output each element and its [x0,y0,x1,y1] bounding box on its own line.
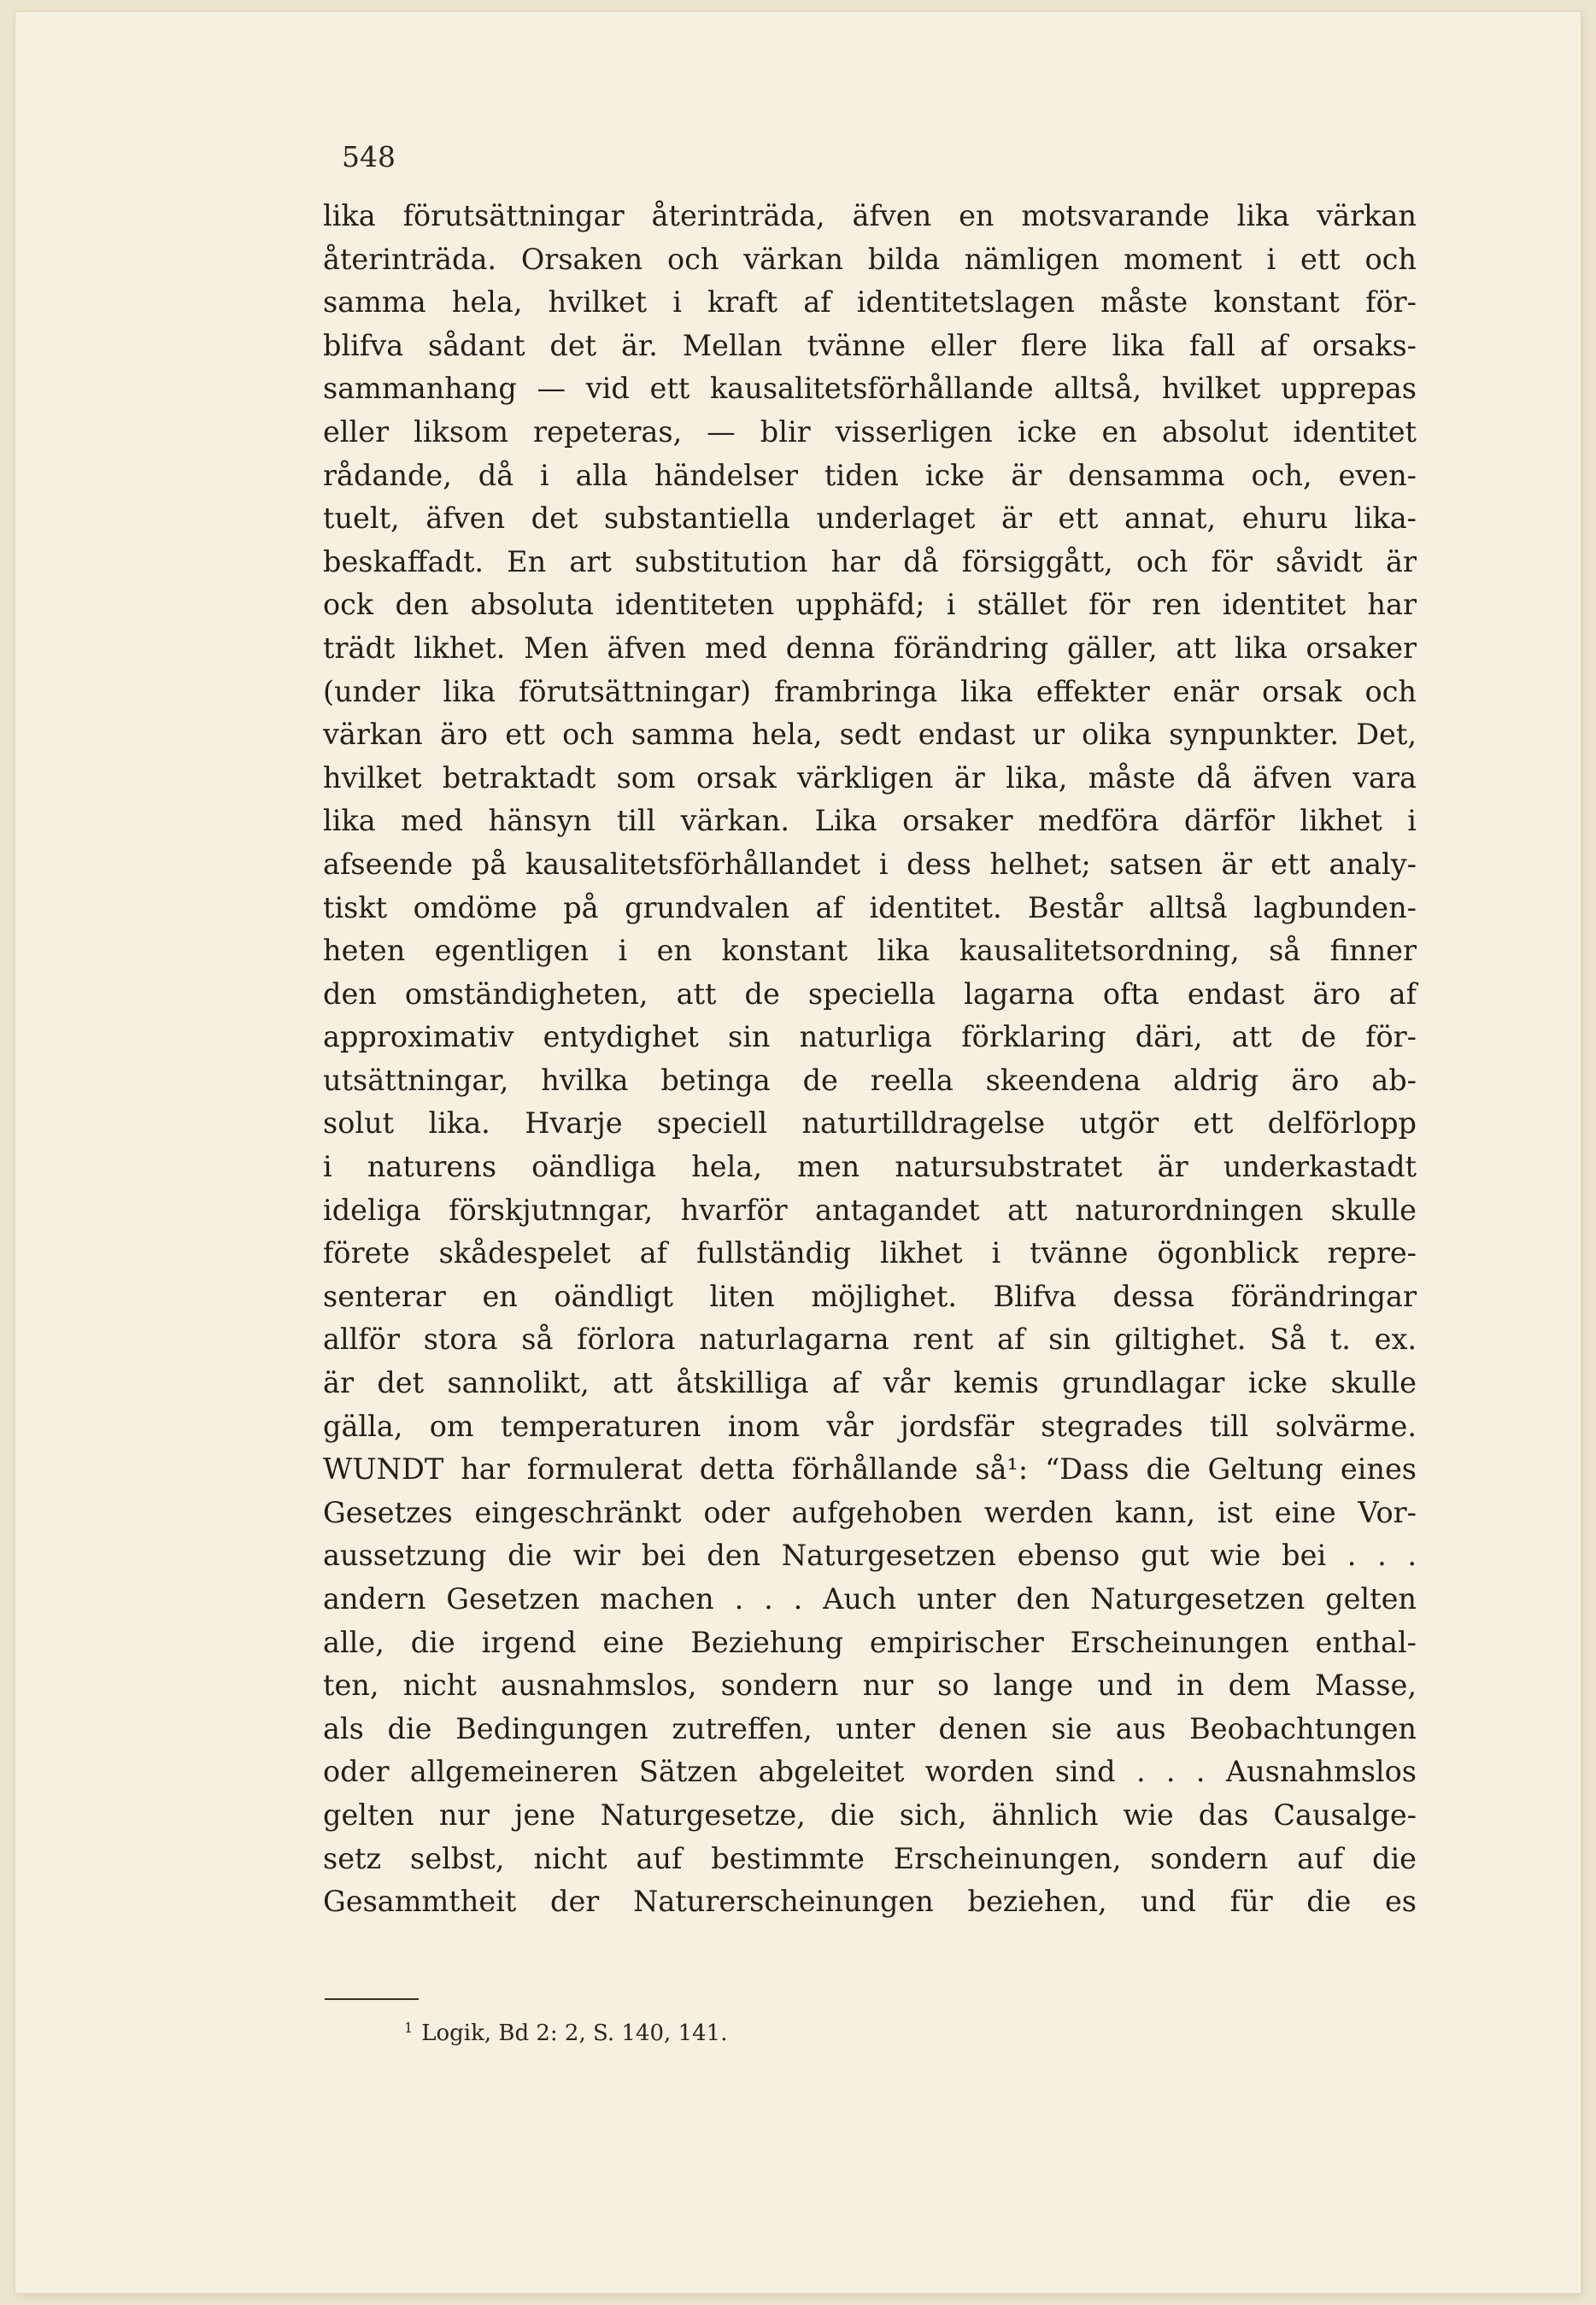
text-line: beskaffadt. En art substitution har då försiggått, och för såvidt är [323,544,1417,578]
text-line: trädt likhet. Men äfven med denna förändring gäller, att lika orsaker [323,631,1417,665]
text-line: solut lika. Hvarje speciell naturtilldragelse utgör ett delförlopp [323,1106,1417,1141]
text-line: eller liksom repeteras, — blir visserligen icke en absolut identitet [323,414,1417,449]
text-line: är det sannolikt, att åtskilliga af vår kemis grundlagar icke skulle [323,1366,1417,1400]
text-line: utsättningar, hvilka betinga de reella skeendena aldrig äro ab- [323,1063,1417,1097]
body-text [323,195,1417,1924]
text-line: allför stora så förlora naturlagarna rent af sin giltighet. Så t. ex. [323,1323,1417,1357]
text-line: ock den absoluta identiteten upphäfd; i stället för ren identitet har [323,588,1417,622]
text-line: ten, nicht ausnahmslos, sondern nur so lange und in dem Masse, [323,1669,1417,1703]
text-line: lika förutsättningar återinträda, äfven en motsvarande lika värkan [323,199,1417,232]
footnote [404,2020,727,2046]
text-line: (under lika förutsättningar) frambringa lika effekter enär orsak och [323,674,1417,708]
footnote-text: Logik, Bd 2: 2, S. 140, 141. [421,2021,728,2046]
text-line: oder allgemeineren Sätzen abgeleitet worden sind . . . Ausnahmslos [323,1755,1417,1789]
text-line: andern Gesetzen machen . . . Auch unter den Naturgesetzen gelten [323,1582,1417,1616]
text-line: tuelt, äfven det substantiella underlaget är ett annat, ehuru lika- [323,501,1417,536]
text-line: tiskt omdöme på grundvalen af identitet. Består alltså lagbunden- [323,890,1417,924]
text-line: heten egentligen i en konstant lika kausalitetsordning, så finner [323,934,1417,968]
text-line: approximativ entydighet sin naturliga förklaring däri, att de för- [323,1020,1417,1054]
text-line: alle, die irgend eine Beziehung empirischer Erscheinungen enthal- [323,1625,1417,1659]
text-line: setz selbst, nicht auf bestimmte Erscheinungen, sondern auf die [323,1841,1417,1875]
text-line: gälla, om temperaturen inom vår jordsfär stegrades till solvärme. [323,1409,1417,1443]
text-line: senterar en oändligt liten möjlighet. Blifva dessa förändringar [323,1279,1417,1313]
text-line: als die Bedingungen zutreffen, unter denen sie aus Beobachtungen [323,1711,1417,1745]
text-line: gelten nur jene Naturgesetze, die sich, ähnlich wie das Causalge- [323,1798,1417,1832]
text-line: förete skådespelet af fullständig likhet i tvänne ögonblick repre- [323,1236,1417,1270]
text-line: aussetzung die wir bei den Naturgesetzen ebenso gut wie bei . . . [323,1539,1417,1573]
text-line: samma hela, hvilket i kraft af identitetslagen måste konstant för- [323,285,1417,320]
book-page [15,12,1581,2293]
text-line: Gesammtheit der Naturerscheinungen beziehen, und für die es [323,1885,1417,1919]
text-line: blifva sådant det är. Mellan tvänne eller flere lika fall af orsaks- [323,328,1417,362]
text-line: ideliga förskjutnngar, hvarför antagandet att naturordningen skulle [323,1193,1417,1227]
text-line: Gesetzes eingeschränkt oder aufgehoben werden kann, ist eine Vor- [323,1495,1417,1529]
page-number: 548 [342,140,396,173]
footnote-rule [325,1998,419,2000]
text-line: återinträda. Orsaken och värkan bilda nämligen moment i ett och [323,242,1417,276]
text-line: afseende på kausalitetsförhållandet i dess helhet; satsen är ett analy- [323,847,1417,881]
text-line: den omständigheten, att de speciella lagarna ofta endast äro af [323,977,1417,1011]
text-line: hvilket betraktadt som orsak värkligen är lika, måste då äfven vara [323,760,1417,795]
footnote-marker: 1 [404,2020,414,2036]
text-line: i naturens oändliga hela, men natursubstratet är underkastadt [323,1150,1417,1184]
text-line: rådande, då i alla händelser tiden icke är densamma och, even- [323,458,1417,492]
text-line: sammanhang — vid ett kausalitetsförhållande alltså, hvilket upprepas [323,372,1417,406]
text-line: WUNDT har formulerat detta förhållande så¹: “Dass die Geltung eines [323,1452,1417,1487]
text-line: värkan äro ett och samma hela, sedt endast ur olika synpunkter. Det, [323,718,1417,752]
text-line: lika med hänsyn till värkan. Lika orsaker medföra därför likhet i [323,804,1417,838]
